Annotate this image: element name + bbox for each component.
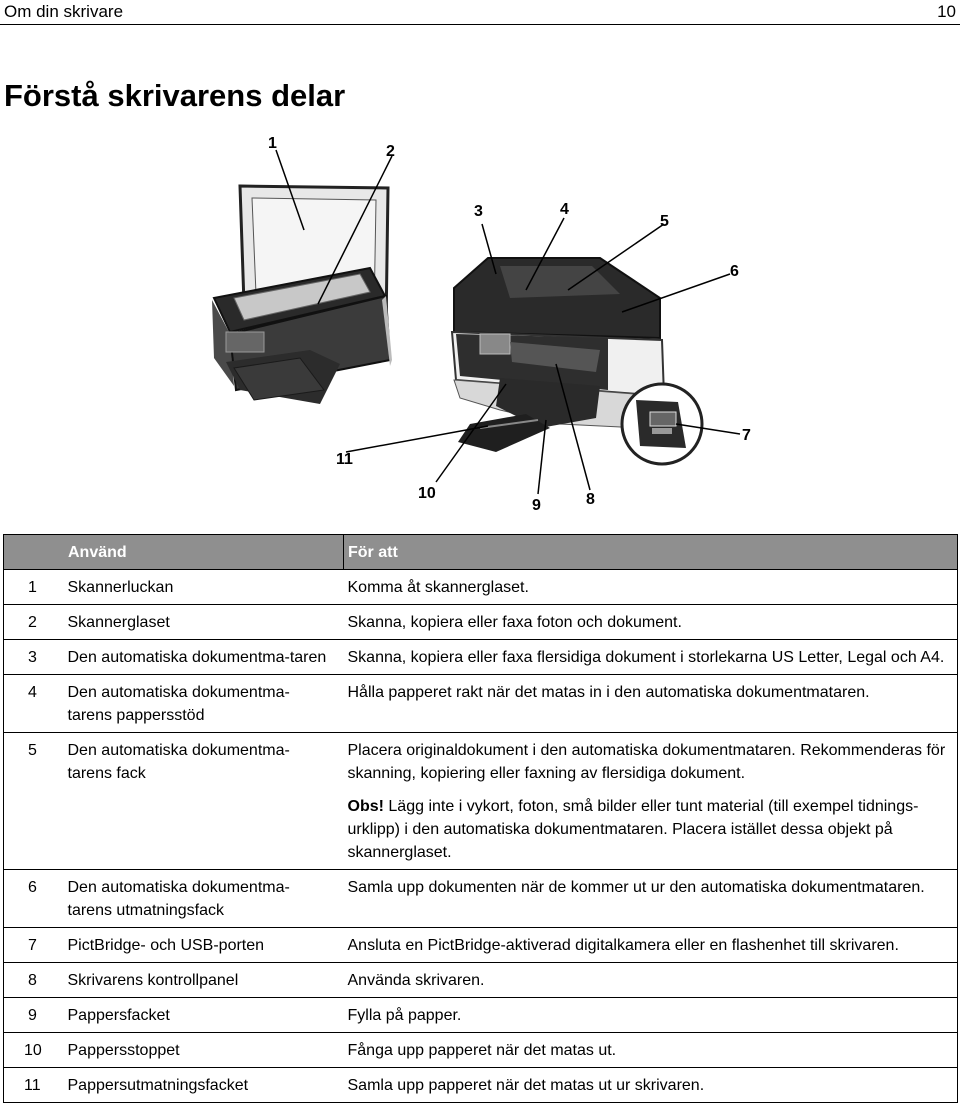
table-row xyxy=(4,570,958,605)
column-header-use: Använd xyxy=(4,535,344,570)
table-row xyxy=(4,1068,958,1103)
callout-9: 9 xyxy=(532,497,541,514)
row-number: 4 xyxy=(4,675,60,733)
row-purpose: Fylla på papper. xyxy=(344,998,958,1033)
row-part: PictBridge- och USB-porten xyxy=(60,928,344,963)
table-row xyxy=(4,675,958,733)
parts-table xyxy=(3,534,958,1103)
row-number: 5 xyxy=(4,733,60,870)
callout-7: 7 xyxy=(742,427,751,444)
printer-left-open xyxy=(212,186,392,404)
row-part: Skrivarens kontrollpanel xyxy=(60,963,344,998)
column-header-purpose: För att xyxy=(344,535,958,570)
table-row xyxy=(4,963,958,998)
callout-8: 8 xyxy=(586,491,595,508)
table-row xyxy=(4,1033,958,1068)
table-row xyxy=(4,640,958,675)
row-part: Den automatiska dokumentma-tarens pappersstöd xyxy=(60,675,344,733)
note xyxy=(348,795,958,864)
row-number: 2 xyxy=(4,605,60,640)
row-part: Den automatiska dokumentma-taren xyxy=(60,640,344,675)
row-purpose: Ansluta en PictBridge-aktiverad digitalkamera eller en flashenhet till skrivaren. xyxy=(344,928,958,963)
page-title: Förstå skrivarens delar xyxy=(4,78,346,113)
table-row xyxy=(4,605,958,640)
row-number: 9 xyxy=(4,998,60,1033)
row-number: 8 xyxy=(4,963,60,998)
printer-parts-figure xyxy=(200,128,770,516)
callout-11: 11 xyxy=(336,451,353,468)
section-title: Om din skrivare xyxy=(4,2,124,21)
row-number: 6 xyxy=(4,870,60,928)
row-part: Pappersstoppet xyxy=(60,1033,344,1068)
row-number: 11 xyxy=(4,1068,60,1103)
row-purpose: Samla upp dokumenten när de kommer ut ur den automatiska dokumentmataren. xyxy=(344,870,958,928)
row-purpose: Hålla papperet rakt när det matas in i den automatiska dokumentmataren. xyxy=(344,675,958,733)
table-row xyxy=(4,870,958,928)
row-purpose: Fånga upp papperet när det matas ut. xyxy=(344,1033,958,1068)
printer-illustration xyxy=(200,128,770,516)
printer-right-closed xyxy=(452,258,702,464)
row-purpose: Placera originaldokument i den automatiska dokumentmataren. Rekommenderas för skanning, kopiering eller faxning av flersidiga dokument. xyxy=(347,742,946,782)
table-row xyxy=(4,928,958,963)
row-number: 3 xyxy=(4,640,60,675)
callout-10: 10 xyxy=(418,485,436,502)
table-row xyxy=(4,998,958,1033)
row-part: Den automatiska dokumentma-tarens utmatningsfack xyxy=(60,870,344,928)
row-part: Den automatiska dokumentma-tarens fack xyxy=(60,733,344,870)
row-purpose: Använda skrivaren. xyxy=(344,963,958,998)
row-purpose: Skanna, kopiera eller faxa foton och dokument. xyxy=(344,605,958,640)
row-part: Pappersfacket xyxy=(60,998,344,1033)
row-part: Skannerglaset xyxy=(60,605,344,640)
callout-6: 6 xyxy=(730,263,739,280)
page-header xyxy=(0,0,960,25)
note-label: Obs! xyxy=(347,798,384,815)
callout-2: 2 xyxy=(386,143,395,160)
row-part: Pappersutmatningsfacket xyxy=(60,1068,344,1103)
callout-4: 4 xyxy=(560,201,569,218)
row-purpose-cell xyxy=(344,733,958,870)
callout-3: 3 xyxy=(474,203,483,220)
row-purpose: Skanna, kopiera eller faxa flersidiga dokument i storlekarna US Letter, Legal och A4. xyxy=(344,640,958,675)
callout-5: 5 xyxy=(660,213,669,230)
note-text: Lägg inte i vykort, foton, små bilder eller tunt material (till exempel tidnings-urklipp) i den automatiska dokumentmataren. Placera istället dessa objekt på skannerglaset. xyxy=(347,798,919,861)
table-row xyxy=(4,733,958,870)
page-number: 10 xyxy=(937,2,956,21)
row-purpose: Samla upp papperet när det matas ut ur skrivaren. xyxy=(344,1068,958,1103)
row-number: 10 xyxy=(4,1033,60,1068)
row-number: 7 xyxy=(4,928,60,963)
callout-1: 1 xyxy=(268,135,277,152)
row-part: Skannerluckan xyxy=(60,570,344,605)
row-number: 1 xyxy=(4,570,60,605)
row-purpose: Komma åt skannerglaset. xyxy=(344,570,958,605)
table-header-row xyxy=(4,535,958,570)
